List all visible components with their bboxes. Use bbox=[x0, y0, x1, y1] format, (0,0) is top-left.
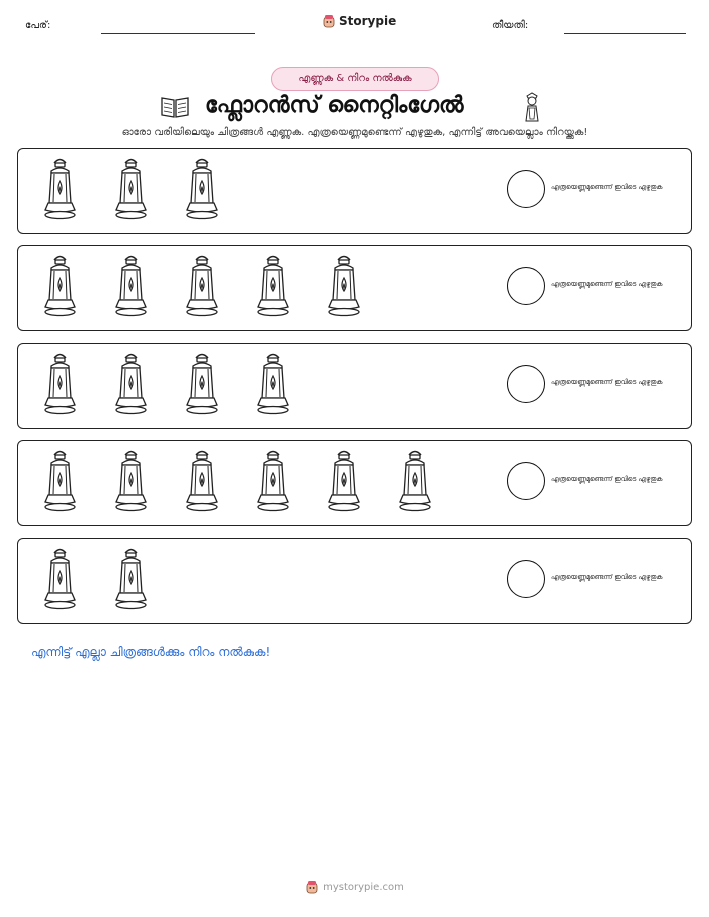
oil-lantern-icon bbox=[243, 254, 314, 318]
activity-pill: എണ്ണുക & നിറം നൽകുക bbox=[271, 67, 439, 91]
counting-row bbox=[17, 245, 692, 331]
counting-row bbox=[17, 538, 692, 624]
date-label: തീയതി: bbox=[492, 20, 529, 31]
oil-lantern-icon bbox=[30, 352, 101, 416]
write-prompt: എത്രയെണ്ണമുണ്ടെന്ന് ഇവിടെ എഴുതുക bbox=[551, 573, 663, 581]
lantern-group bbox=[30, 254, 385, 318]
oil-lantern-icon bbox=[385, 449, 456, 513]
oil-lantern-icon bbox=[172, 157, 243, 221]
oil-lantern-icon bbox=[243, 449, 314, 513]
brand-name: Storypie bbox=[339, 14, 397, 28]
oil-lantern-icon bbox=[101, 449, 172, 513]
lantern-group bbox=[30, 547, 172, 611]
lantern-group bbox=[30, 157, 243, 221]
oil-lantern-icon bbox=[30, 254, 101, 318]
nurse-icon bbox=[520, 92, 544, 122]
site-footer bbox=[0, 880, 709, 894]
write-prompt: എത്രയെണ്ണമുണ്ടെന്ന് ഇവിടെ എഴുതുക bbox=[551, 183, 663, 191]
oil-lantern-icon bbox=[314, 449, 385, 513]
counting-row bbox=[17, 343, 692, 429]
instructions: ഓരോ വരിയിലെയും ചിത്രങ്ങൾ എണ്ണുക. എത്രയെണ്ണമുണ്ടെന്ന് എഴുതുക, എന്നിട്ട് അവയെല്ലാം നിറയ്ക്കുക! bbox=[121, 127, 588, 138]
lantern-group bbox=[30, 449, 456, 513]
write-prompt: എത്രയെണ്ണമുണ്ടെന്ന് ഇവിടെ എഴുതുക bbox=[551, 378, 663, 386]
oil-lantern-icon bbox=[172, 449, 243, 513]
write-prompt: എത്രയെണ്ണമുണ്ടെന്ന് ഇവിടെ എഴുതുക bbox=[551, 475, 663, 483]
answer-circle[interactable] bbox=[507, 365, 545, 403]
write-prompt: എത്രയെണ്ണമുണ്ടെന്ന് ഇവിടെ എഴുതുക bbox=[551, 280, 663, 288]
oil-lantern-icon bbox=[172, 254, 243, 318]
answer-circle[interactable] bbox=[507, 170, 545, 208]
worksheet-header bbox=[0, 0, 709, 50]
oil-lantern-icon bbox=[101, 157, 172, 221]
lantern-group bbox=[30, 352, 314, 416]
name-label: പേര്: bbox=[25, 20, 51, 31]
site-url[interactable]: mystorypie.com bbox=[323, 881, 404, 893]
name-line[interactable] bbox=[101, 33, 255, 34]
oil-lantern-icon bbox=[101, 254, 172, 318]
page-title: ഫ്ലോറൻസ് നൈറ്റിംഗേൽ bbox=[205, 93, 464, 118]
color-instruction: എന്നിട്ട് എല്ലാ ചിത്രങ്ങൾക്കും നിറം നൽകുക! bbox=[31, 645, 271, 659]
oil-lantern-icon bbox=[30, 449, 101, 513]
oil-lantern-icon bbox=[243, 352, 314, 416]
counting-row bbox=[17, 148, 692, 234]
oil-lantern-icon bbox=[30, 547, 101, 611]
answer-circle[interactable] bbox=[507, 267, 545, 305]
date-line[interactable] bbox=[564, 33, 686, 34]
oil-lantern-icon bbox=[30, 157, 101, 221]
oil-lantern-icon bbox=[101, 547, 172, 611]
oil-lantern-icon bbox=[314, 254, 385, 318]
counting-row bbox=[17, 440, 692, 526]
open-book-icon bbox=[160, 94, 190, 120]
oil-lantern-icon bbox=[172, 352, 243, 416]
answer-circle[interactable] bbox=[507, 560, 545, 598]
answer-circle[interactable] bbox=[507, 462, 545, 500]
storypie-mascot-icon bbox=[322, 14, 336, 28]
oil-lantern-icon bbox=[101, 352, 172, 416]
title-row bbox=[0, 92, 709, 122]
storypie-mascot-icon bbox=[305, 880, 319, 894]
brand-logo bbox=[322, 14, 396, 28]
